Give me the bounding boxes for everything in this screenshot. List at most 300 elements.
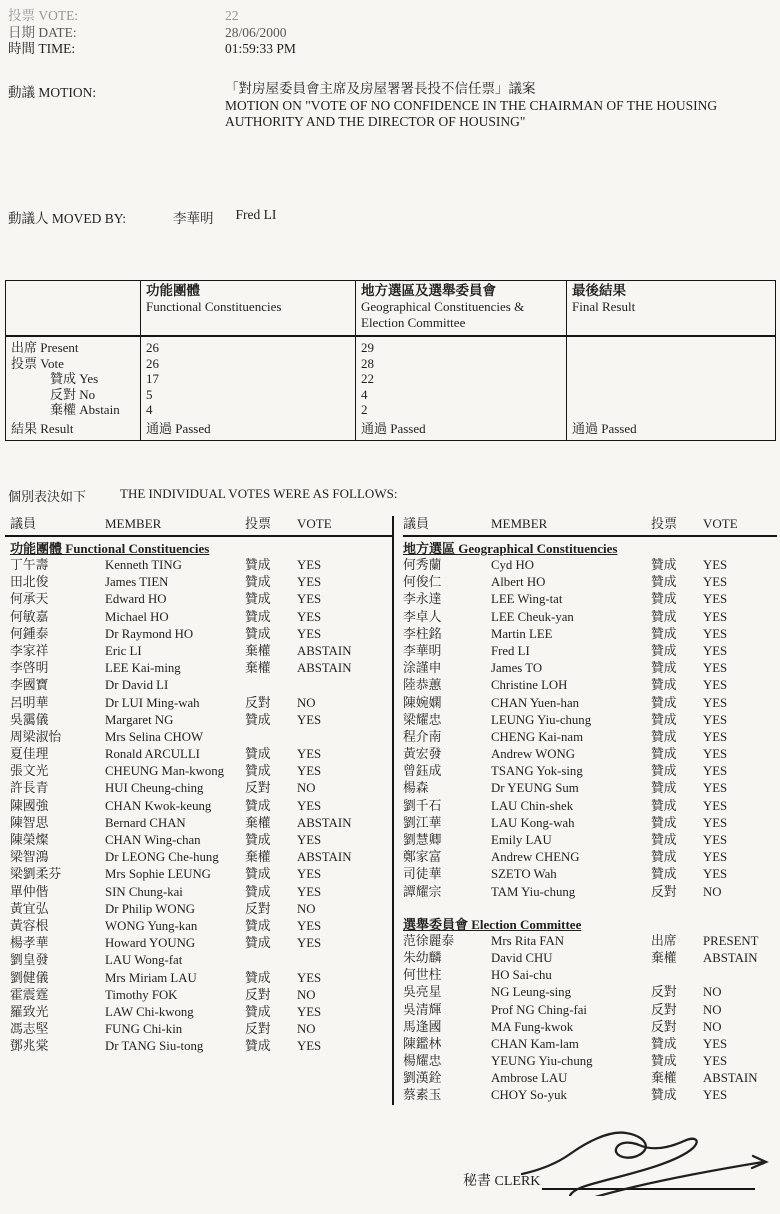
member-name-cn: 黃容根 bbox=[10, 918, 49, 933]
member-name-cn: 呂明華 bbox=[10, 695, 49, 710]
vote-value-cn: 贊成 bbox=[651, 1088, 677, 1103]
vote-row bbox=[5, 609, 392, 626]
summary-final-value bbox=[567, 402, 776, 418]
summary-row-label: 結果 Result bbox=[6, 418, 141, 441]
vote-row bbox=[5, 695, 392, 712]
member-name-en: NG Leung-sing bbox=[491, 985, 571, 1000]
member-name-cn: 何秀蘭 bbox=[403, 558, 442, 572]
vote-value-cn: 贊成 bbox=[651, 729, 677, 744]
member-name-en: LEUNG Yiu-chung bbox=[491, 712, 592, 727]
member-name-cn: 何世柱 bbox=[403, 968, 442, 983]
vote-row bbox=[5, 798, 392, 815]
vote-value-cn: 贊成 bbox=[245, 867, 271, 882]
member-name-en: CHAN Kam-lam bbox=[491, 1036, 579, 1051]
vote-value-cn: 贊成 bbox=[245, 592, 271, 607]
member-name-en: YEUNG Yiu-chung bbox=[491, 1054, 593, 1069]
vote-row bbox=[5, 987, 392, 1004]
member-name-cn: 范徐麗泰 bbox=[403, 933, 455, 948]
vote-value-en: YES bbox=[297, 970, 322, 985]
vote-value-cn: 贊成 bbox=[651, 764, 677, 779]
vote-value-en: YES bbox=[297, 1004, 322, 1019]
vote-value-en: YES bbox=[297, 747, 322, 762]
vote-row bbox=[403, 763, 777, 780]
member-name-en: Howard YOUNG bbox=[105, 936, 196, 951]
section-title-geographical: 地方選區 Geographical Constituencies bbox=[403, 541, 618, 556]
member-name-cn: 劉千石 bbox=[403, 798, 442, 813]
vote-value-cn: 贊成 bbox=[651, 695, 677, 710]
intro-cn: 個別表決如下 bbox=[8, 489, 87, 504]
vote-value-cn: 反對 bbox=[245, 901, 271, 916]
vote-row bbox=[403, 884, 777, 901]
member-name-en: Prof NG Ching-fai bbox=[491, 1002, 587, 1017]
vote-row bbox=[5, 901, 392, 918]
summary-final-value bbox=[567, 371, 776, 387]
vote-value-en bbox=[297, 677, 392, 694]
vote-row bbox=[403, 695, 777, 712]
vote-value-cn: 棄權 bbox=[245, 815, 271, 830]
meta-value: 22 bbox=[225, 8, 239, 23]
vote-row bbox=[403, 866, 777, 883]
vote-value-en bbox=[297, 952, 392, 969]
member-name-cn: 周梁淑怡 bbox=[10, 729, 62, 744]
summary-row bbox=[6, 371, 776, 387]
member-name-en: Martin LEE bbox=[491, 626, 553, 641]
vote-value-cn: 反對 bbox=[245, 781, 271, 796]
vote-value-cn bbox=[245, 952, 297, 969]
clerk-label: 秘書 CLERK bbox=[463, 1174, 541, 1189]
vote-row bbox=[5, 849, 392, 866]
vote-row bbox=[5, 832, 392, 849]
member-name-en: Dr Philip WONG bbox=[105, 901, 196, 916]
summary-gc-value: 29 bbox=[356, 336, 567, 356]
vote-value-en: YES bbox=[703, 781, 728, 796]
vote-row bbox=[403, 984, 777, 1001]
vote-row bbox=[5, 574, 392, 591]
vote-value-en: YES bbox=[703, 850, 728, 865]
member-name-cn: 馮志堅 bbox=[10, 1022, 49, 1037]
vote-row bbox=[403, 933, 777, 950]
vote-row bbox=[5, 952, 392, 969]
member-name-en: Albert HO bbox=[491, 575, 546, 590]
vote-value-cn: 贊成 bbox=[651, 850, 677, 865]
member-name-cn: 黃宏發 bbox=[403, 747, 442, 762]
vote-value-en: YES bbox=[703, 833, 728, 847]
vote-value-en: NO bbox=[703, 884, 722, 899]
vote-value-cn: 贊成 bbox=[651, 609, 677, 624]
vote-value-cn: 贊成 bbox=[245, 936, 271, 951]
mover-name-en: Fred LI bbox=[235, 207, 277, 222]
meta-label: 投票 VOTE: bbox=[8, 8, 79, 23]
vote-value-cn: 贊成 bbox=[245, 558, 271, 572]
vote-value-cn: 棄權 bbox=[245, 661, 271, 676]
meta-value: 01:59:33 PM bbox=[225, 41, 296, 56]
vote-value-en: YES bbox=[703, 558, 728, 572]
vote-row bbox=[403, 643, 777, 660]
vote-row bbox=[5, 1004, 392, 1021]
member-name-cn: 李啓明 bbox=[10, 661, 49, 676]
vote-value-en: YES bbox=[703, 712, 728, 727]
vote-value-en: NO bbox=[297, 987, 316, 1002]
member-name-cn: 陸恭蕙 bbox=[403, 678, 442, 693]
motion-line-en-2: AUTHORITY AND THE DIRECTOR OF HOUSING" bbox=[225, 114, 526, 129]
member-name-en: Bernard CHAN bbox=[105, 815, 186, 830]
member-name-cn: 李國寶 bbox=[10, 678, 49, 693]
member-name-en: Dr Raymond HO bbox=[105, 626, 194, 641]
summary-gc-value: 28 bbox=[356, 356, 567, 372]
member-name-en: Timothy FOK bbox=[105, 987, 178, 1002]
summary-gc-value: 4 bbox=[356, 387, 567, 403]
vote-value-cn: 贊成 bbox=[651, 661, 677, 676]
member-name-cn: 楊孝華 bbox=[10, 936, 49, 951]
vote-value-en: YES bbox=[297, 626, 322, 641]
meta-label: 時間 TIME: bbox=[8, 41, 76, 56]
summary-column-header bbox=[141, 281, 356, 337]
vote-value-en: YES bbox=[703, 729, 728, 744]
motion-line-en-1: MOTION ON "VOTE OF NO CONFIDENCE IN THE CHAIRMAN OF THE HOUSING bbox=[225, 97, 718, 113]
votes-header-left bbox=[5, 516, 392, 537]
vote-value-cn: 贊成 bbox=[651, 592, 677, 607]
vote-value-en: ABSTAIN bbox=[297, 643, 352, 658]
rows-functional bbox=[5, 557, 392, 1055]
motion-label: 動議 MOTION: bbox=[8, 85, 97, 100]
summary-row bbox=[6, 402, 776, 418]
member-name-en: James TO bbox=[491, 661, 543, 676]
summary-row-label: 投票 Vote bbox=[6, 356, 141, 372]
vote-value-cn: 棄權 bbox=[651, 950, 677, 965]
vote-row bbox=[403, 626, 777, 643]
intro-en: THE INDIVIDUAL VOTES WERE AS FOLLOWS: bbox=[120, 486, 398, 501]
vote-value-en: NO bbox=[703, 1019, 722, 1034]
member-name-en: CHAN Wing-chan bbox=[105, 833, 201, 847]
vote-value-cn: 贊成 bbox=[651, 815, 677, 830]
vote-row bbox=[5, 763, 392, 780]
member-name-en: CHOY So-yuk bbox=[491, 1088, 567, 1103]
member-name-cn: 蔡素玉 bbox=[403, 1088, 442, 1103]
member-name-en: LAU Chin-shek bbox=[491, 798, 574, 813]
vote-value-cn: 反對 bbox=[651, 1019, 677, 1034]
member-name-en: LAU Kong-wah bbox=[491, 815, 575, 830]
vote-row bbox=[403, 1019, 777, 1036]
motion-line-cn: 「對房屋委員會主席及房屋署署長投不信任票」議案 bbox=[225, 81, 536, 96]
vote-value-cn: 贊成 bbox=[245, 918, 271, 933]
meta-row bbox=[8, 41, 296, 58]
summary-gc-value: 2 bbox=[356, 402, 567, 418]
vote-value-cn: 贊成 bbox=[651, 558, 677, 572]
section-gap bbox=[403, 901, 777, 916]
moved-by-block bbox=[8, 207, 276, 227]
vote-value-en: NO bbox=[703, 985, 722, 1000]
member-name-en: CHEUNG Man-kwong bbox=[105, 764, 225, 779]
member-name-en: Michael HO bbox=[105, 609, 169, 624]
vote-value-en: YES bbox=[297, 712, 322, 727]
vote-value-cn: 贊成 bbox=[245, 712, 271, 727]
vote-value-en: YES bbox=[703, 678, 728, 693]
vote-row bbox=[403, 780, 777, 797]
header-en: Functional Constituencies bbox=[146, 299, 282, 314]
vote-value-cn: 出席 bbox=[651, 933, 677, 948]
summary-final-value bbox=[567, 336, 776, 356]
vote-value-en: YES bbox=[703, 1054, 728, 1069]
member-name-en: Kenneth TING bbox=[105, 558, 182, 572]
vote-value-en: YES bbox=[297, 918, 322, 933]
summary-fc-value: 5 bbox=[141, 387, 356, 403]
member-name-cn: 程介南 bbox=[403, 729, 442, 744]
vote-value-en: ABSTAIN bbox=[703, 1071, 758, 1086]
member-name-cn: 田北俊 bbox=[10, 575, 49, 590]
vote-value-cn: 反對 bbox=[245, 695, 271, 710]
vote-row bbox=[5, 780, 392, 797]
member-name-en: Mrs Miriam LAU bbox=[105, 970, 197, 985]
vote-row bbox=[403, 609, 777, 626]
member-name-cn: 李永達 bbox=[403, 592, 442, 607]
col-member-cn: 議員 bbox=[403, 516, 430, 531]
member-name-cn: 霍震霆 bbox=[10, 987, 49, 1002]
summary-final-value: 通過 Passed bbox=[567, 418, 776, 441]
vote-row bbox=[5, 557, 392, 574]
member-name-cn: 馬逢國 bbox=[403, 1019, 442, 1034]
vote-row bbox=[403, 712, 777, 729]
vote-row bbox=[5, 660, 392, 677]
member-name-cn: 梁劉柔芬 bbox=[10, 867, 62, 882]
member-name-cn: 吳清輝 bbox=[403, 1002, 442, 1017]
meta-value: 28/06/2000 bbox=[225, 24, 287, 40]
vote-value-cn: 贊成 bbox=[245, 833, 271, 847]
vote-value-en: YES bbox=[297, 884, 322, 899]
member-name-en: Christine LOH bbox=[491, 678, 568, 693]
summary-fc-value: 26 bbox=[141, 336, 356, 356]
vote-row bbox=[403, 815, 777, 832]
summary-final-value bbox=[567, 356, 776, 372]
meta-row bbox=[8, 8, 296, 25]
member-name-en: FUNG Chi-kin bbox=[105, 1022, 183, 1037]
vote-row bbox=[403, 832, 777, 849]
col-vote-cn: 投票 bbox=[245, 516, 272, 531]
vote-row bbox=[5, 677, 392, 694]
vote-row bbox=[5, 591, 392, 608]
member-name-en: LAU Wong-fat bbox=[105, 953, 183, 968]
vote-row bbox=[403, 729, 777, 746]
vote-value-cn: 贊成 bbox=[245, 575, 271, 590]
vote-value-en bbox=[703, 967, 777, 984]
vote-value-en: NO bbox=[297, 1022, 316, 1037]
col-member-en: MEMBER bbox=[491, 516, 548, 531]
moved-by-label: 動議人 MOVED BY: bbox=[8, 211, 127, 226]
summary-column-header bbox=[567, 281, 776, 337]
member-name-en: Cyd HO bbox=[491, 558, 535, 572]
header-cn: 最後結果 bbox=[572, 283, 626, 298]
vote-row bbox=[5, 746, 392, 763]
member-name-cn: 李柱銘 bbox=[403, 626, 442, 641]
member-name-cn: 何承天 bbox=[10, 592, 49, 607]
vote-value-cn: 贊成 bbox=[651, 833, 677, 847]
summary-column-header bbox=[356, 281, 567, 337]
col-vote-en: VOTE bbox=[297, 516, 332, 531]
vote-value-cn: 贊成 bbox=[651, 798, 677, 813]
member-name-cn: 丁午壽 bbox=[10, 558, 49, 572]
member-name-cn: 李家祥 bbox=[10, 643, 49, 658]
vote-row bbox=[403, 1087, 777, 1104]
vote-value-cn bbox=[651, 967, 703, 984]
member-name-en: Dr LUI Ming-wah bbox=[105, 695, 200, 710]
member-name-cn: 陳智思 bbox=[10, 815, 49, 830]
header-en: Geographical Constituencies & Election Committee bbox=[361, 299, 525, 330]
vote-value-en: YES bbox=[703, 643, 728, 658]
member-name-en: LEE Kai-ming bbox=[105, 661, 181, 676]
vote-value-en: YES bbox=[703, 609, 728, 624]
vote-value-cn: 棄權 bbox=[651, 1071, 677, 1086]
vote-value-en: YES bbox=[297, 867, 322, 882]
vote-row bbox=[403, 591, 777, 608]
vote-row bbox=[5, 815, 392, 832]
vote-value-en: YES bbox=[297, 764, 322, 779]
member-name-cn: 何鍾泰 bbox=[10, 626, 49, 641]
vote-value-en: NO bbox=[297, 695, 316, 710]
vote-value-en: YES bbox=[297, 592, 322, 607]
vote-row bbox=[403, 1002, 777, 1019]
member-name-en: Mrs Sophie LEUNG bbox=[105, 867, 211, 882]
vote-value-en: YES bbox=[297, 798, 322, 813]
member-name-en: HO Sai-chu bbox=[491, 968, 552, 983]
member-name-en: TSANG Yok-sing bbox=[491, 764, 583, 779]
vote-value-en: YES bbox=[297, 558, 322, 572]
vote-value-cn: 反對 bbox=[245, 1022, 271, 1037]
vote-value-en: YES bbox=[703, 575, 728, 590]
member-name-cn: 梁耀忠 bbox=[403, 712, 442, 727]
member-name-cn: 羅致光 bbox=[10, 1004, 49, 1019]
member-name-cn: 夏佳理 bbox=[10, 747, 49, 762]
col-member-cn: 議員 bbox=[10, 516, 37, 531]
summary-fc-value: 通過 Passed bbox=[141, 418, 356, 441]
vote-value-en: YES bbox=[703, 867, 728, 882]
vote-value-en: YES bbox=[703, 1088, 728, 1103]
member-name-en: LEE Wing-tat bbox=[491, 592, 563, 607]
member-name-cn: 朱幼麟 bbox=[403, 950, 442, 965]
vote-row bbox=[5, 970, 392, 987]
member-name-cn: 陳鑑林 bbox=[403, 1036, 442, 1051]
member-name-cn: 何俊仁 bbox=[403, 575, 442, 590]
votes-table-functional bbox=[5, 516, 392, 1105]
section-title-functional: 功能團體 Functional Constituencies bbox=[10, 541, 210, 556]
member-name-en: Andrew CHENG bbox=[491, 850, 580, 865]
member-name-en: Dr LEONG Che-hung bbox=[105, 850, 219, 865]
member-name-cn: 鄭家富 bbox=[403, 850, 442, 865]
vote-row bbox=[403, 1053, 777, 1070]
vote-value-en: ABSTAIN bbox=[297, 850, 352, 865]
member-name-cn: 劉慧卿 bbox=[403, 833, 442, 847]
member-name-en: Mrs Rita FAN bbox=[491, 933, 564, 948]
vote-row bbox=[403, 557, 777, 574]
member-name-en: WONG Yung-kan bbox=[105, 918, 198, 933]
summary-row-label: 贊成 Yes bbox=[6, 371, 141, 387]
vote-row bbox=[403, 574, 777, 591]
vote-value-en: YES bbox=[703, 626, 728, 641]
vote-value-cn: 贊成 bbox=[245, 1004, 271, 1019]
vote-value-en: YES bbox=[703, 764, 728, 779]
member-name-en: HUI Cheung-ching bbox=[105, 781, 204, 796]
vote-value-cn: 贊成 bbox=[245, 626, 271, 641]
vote-value-cn: 贊成 bbox=[245, 1039, 271, 1054]
summary-column-header bbox=[6, 281, 141, 337]
vote-value-cn: 反對 bbox=[651, 884, 677, 899]
member-name-en: LEE Cheuk-yan bbox=[491, 609, 574, 624]
vote-row bbox=[5, 1038, 392, 1055]
summary-row-label: 出席 Present bbox=[6, 336, 141, 356]
member-name-cn: 許長青 bbox=[10, 781, 49, 796]
member-name-cn: 譚耀宗 bbox=[403, 884, 442, 899]
member-name-cn: 陳婉嫻 bbox=[403, 695, 442, 710]
vote-value-en: YES bbox=[703, 747, 728, 762]
member-name-en: CHAN Yuen-han bbox=[491, 695, 580, 710]
member-name-cn: 鄧兆棠 bbox=[10, 1039, 49, 1054]
vote-value-cn: 贊成 bbox=[245, 609, 271, 624]
vote-row bbox=[5, 643, 392, 660]
section-title-election-committee: 選舉委員會 Election Committee bbox=[403, 916, 582, 932]
vote-row bbox=[5, 866, 392, 883]
member-name-en: TAM Yiu-chung bbox=[491, 884, 576, 899]
member-name-en: SZETO Wah bbox=[491, 867, 557, 882]
header-cn: 功能團體 bbox=[146, 283, 200, 298]
summary-final-value bbox=[567, 387, 776, 403]
vote-value-cn: 棄權 bbox=[245, 643, 271, 658]
motion-block bbox=[8, 81, 717, 131]
member-name-cn: 涂謹申 bbox=[403, 661, 442, 676]
individual-votes-intro bbox=[8, 486, 397, 505]
vote-row bbox=[5, 918, 392, 935]
member-name-cn: 陳榮燦 bbox=[10, 833, 49, 847]
vote-value-en: YES bbox=[703, 815, 728, 830]
member-name-en: Emily LAU bbox=[491, 833, 552, 847]
mover-name-cn: 李華明 bbox=[173, 211, 214, 226]
vote-row bbox=[5, 884, 392, 901]
member-name-en: Dr David LI bbox=[105, 678, 169, 693]
vote-value-en: YES bbox=[297, 936, 322, 951]
vote-value-en: YES bbox=[703, 661, 728, 676]
vote-value-cn: 贊成 bbox=[245, 970, 271, 985]
member-name-en: Dr TANG Siu-tong bbox=[105, 1039, 204, 1054]
member-name-cn: 吳亮星 bbox=[403, 985, 442, 1000]
vote-value-en: YES bbox=[703, 1036, 728, 1051]
member-name-cn: 楊森 bbox=[403, 781, 429, 796]
vote-value-en: ABSTAIN bbox=[297, 815, 352, 830]
member-name-en: MA Fung-kwok bbox=[491, 1019, 574, 1034]
member-name-cn: 張文光 bbox=[10, 764, 49, 779]
vote-value-cn: 棄權 bbox=[245, 850, 271, 865]
member-name-cn: 司徒華 bbox=[403, 867, 442, 882]
member-name-cn: 劉漢銓 bbox=[403, 1071, 442, 1086]
vote-value-en: NO bbox=[703, 1002, 722, 1017]
vote-value-cn: 贊成 bbox=[651, 626, 677, 641]
votes-table-geographical-ec bbox=[392, 516, 777, 1105]
meta-label: 日期 DATE: bbox=[8, 24, 77, 40]
vote-value-en: PRESENT bbox=[703, 933, 759, 948]
vote-value-cn: 贊成 bbox=[245, 798, 271, 813]
summary-row bbox=[6, 336, 776, 356]
summary-fc-value: 26 bbox=[141, 356, 356, 372]
vote-value-cn: 贊成 bbox=[651, 643, 677, 658]
meta-row bbox=[8, 25, 296, 42]
vote-row bbox=[403, 677, 777, 694]
member-name-cn: 劉江華 bbox=[403, 815, 442, 830]
clerk-signature-icon bbox=[520, 1124, 772, 1196]
vote-value-cn: 反對 bbox=[245, 987, 271, 1002]
vote-value-en: ABSTAIN bbox=[297, 661, 352, 676]
summary-gc-value: 22 bbox=[356, 371, 567, 387]
member-name-en: LAW Chi-kwong bbox=[105, 1004, 194, 1019]
vote-value-cn: 贊成 bbox=[651, 712, 677, 727]
vote-value-cn: 贊成 bbox=[651, 1054, 677, 1069]
vote-row bbox=[403, 1036, 777, 1053]
vote-value-en: YES bbox=[297, 1039, 322, 1054]
